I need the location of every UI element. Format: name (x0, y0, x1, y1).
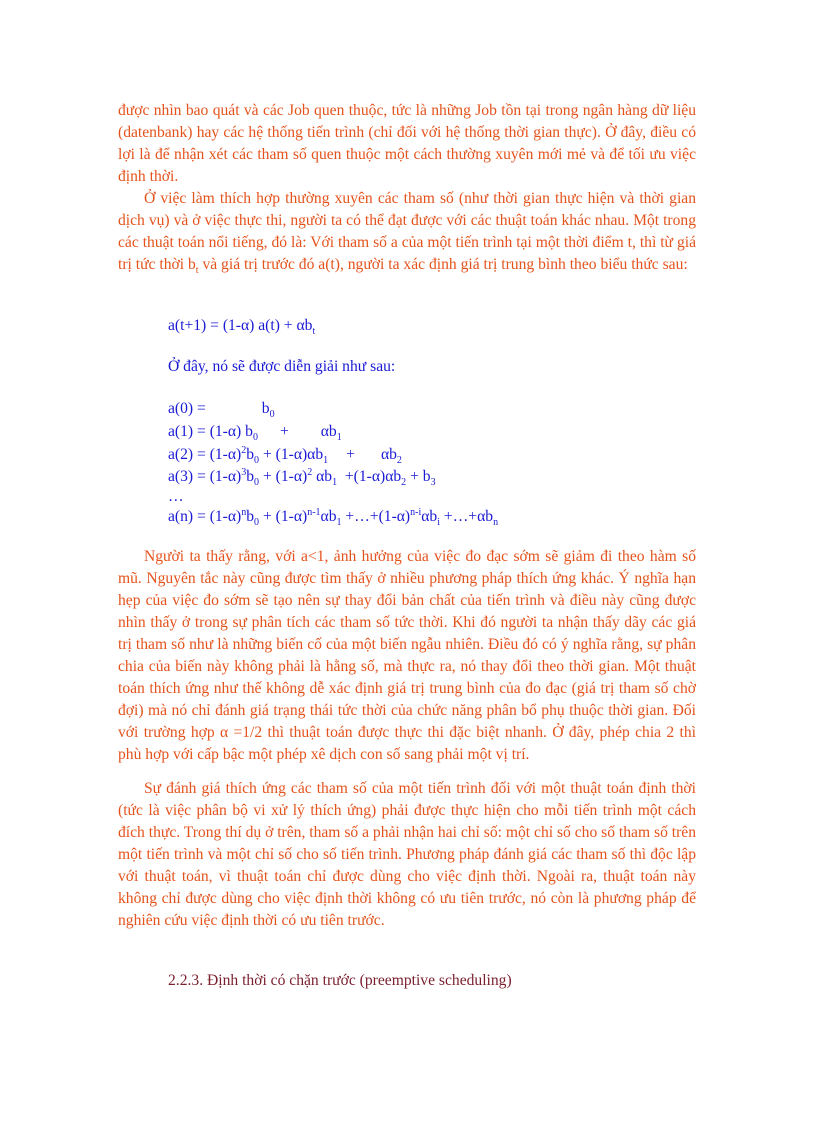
formula-line-3-ab: αb (312, 468, 333, 485)
formula-line-n-exp-ni: n-i (410, 506, 422, 518)
formula-line-n-exp: n (241, 506, 247, 518)
paragraph-4-text: Sự đánh giá thích ứng các tham số của một tiến trình đối với một thuật toán định thời (tức là việc phân bộ vi xử lý thích ứng) phải được thực hiện cho mỗi tiến trình một cách đích thực. Trong thí dụ ở trên, tham số a phải nhận hai chỉ số: một chỉ số cho số tham số trên một tiến trình và một chỉ số cho số tiến trình. Phương pháp đánh giá các tham số thì độc lập với thuật toán, vì thuật toán chỉ được dùng cho việc định thời. Ngoài ra, thuật toán này không chỉ được dùng cho việc định thời không có ưu tiên trước, nó còn là phương pháp để nghiên cứu việc định thời có ưu tiên trước. (118, 780, 697, 929)
formula-line-3-mid1: + (1-α) (259, 468, 308, 485)
formula-line-2-sub0: 0 (254, 455, 260, 467)
formula-line-1-sub1: 1 (336, 432, 342, 444)
formula-line-3-exp2: 2 (307, 466, 313, 478)
formula-line-n (168, 506, 498, 528)
formula-line-n-mid3: +…+αb (440, 508, 494, 525)
main-formula-sub: t (312, 326, 316, 338)
paragraph-1 (118, 100, 696, 188)
formula-line-1-ab: αb (320, 423, 337, 440)
formula-line-n-subi: i (437, 517, 440, 529)
section-heading: 2.2.3. Định thời có chặn trước (preemptive scheduling) (168, 972, 512, 989)
formula-line-n-mid2: +…+(1-α) (341, 508, 411, 525)
formula-line-3-a: a(3) = (1-α) (168, 468, 242, 485)
paragraph-3-text: Người ta thấy rằng, với a<1, ảnh hưởng của việc đo đạc sớm sẽ giảm đi theo hàm số mũ. Nguyên tắc này cũng được tìm thấy ở nhiều phương pháp thích ứng khác. Ý nghĩa hạn hẹp của việc đo sớm sẽ tạo nên sự thay đổi bản chất của tiến trình và điều này cũng được nhìn thấy ở trong sự phân tích các tham số tức thời. Khi đó người ta nhận thấy dãy các giá trị tham số như là những biến cố của một biến ngẫu nhiên. Điều đó có ý nghĩa rằng, sự phân chia của biến này không phải là hằng số, mà thực ra, nó thay đổi theo thời gian. Một thuật toán thích ứng như thế không dễ xác định giá trị trung bình của đo đạc (giá trị tham số chờ đợi) mà nó chỉ đánh giá trạng thái tức thời của chức năng phân bổ phụ thuộc thời gian. Đối với trường hợp α =1/2 thì thuật toán được thực thi đặc biệt nhanh. Ở đây, phép chia 2 thì phù hợp với cấp bậc một phép xê dịch con số sang phải một vị trí. (118, 548, 696, 763)
formula-line-n-subn: n (493, 517, 499, 529)
formula-line-2 (168, 444, 402, 466)
formula-line-0 (168, 398, 275, 420)
formula-line-0-b: b (261, 400, 270, 417)
paragraph-1-text: được nhìn bao quát và các Job quen thuộc, tức là những Job tồn tại trong ngân hàng dữ liệu (datenbank) hay các hệ thống tiến trình (chỉ đối với hệ thống thời gian thực). Ở đây, điều có lợi là để nhận xét các tham số quen thuộc một cách thường xuyên mới mẻ và để tối ưu việc định thời. (118, 102, 696, 185)
formula-line-2-sub1: 1 (323, 455, 329, 467)
formula-line-n-mid1: + (1-α) (259, 508, 308, 525)
formula-line-1-sub0: 0 (252, 432, 258, 444)
formula-line-2-mid: + (1-α)αb (259, 446, 324, 463)
formula-explanation: Ở đây, nó sẽ được diễn giải như sau: (168, 358, 396, 375)
formula-line-3-mid3: + b (406, 468, 431, 485)
formula-line-3-exp3: 3 (241, 466, 247, 478)
formula-line-n-sub0: 0 (254, 517, 260, 529)
formula-line-1-lhs: a(1) = (1-α) b (168, 423, 253, 440)
formula-line-n-a: a(n) = (1-α) (168, 508, 242, 525)
formula-line-2-b: b (246, 446, 255, 463)
paragraph-2-part2: và giá trị trước đó a(t), người ta xác định giá trị trung bình theo biểu thức sau: (198, 256, 688, 273)
formula-line-3 (168, 466, 436, 488)
main-formula-text: a(t+1) = (1-α) a(t) + αb (168, 317, 313, 334)
formula-line-0-lhs: a(0) = (168, 400, 206, 417)
formula-line-2-exp: 2 (241, 444, 247, 456)
formula-line-ellipsis: … (168, 488, 184, 505)
paragraph-2-part1: Ở việc làm thích hợp thường xuyên các tham số (như thời gian thực hiện và thời gian dịch vụ) và ở việc thực thi, người ta có thể đạt được với các thuật toán khác nhau. Một trong các thuật toán nổi tiếng, đó là: Với tham số a của một tiến trình tại một thời điểm t, thì từ giá trị tức thời b (118, 190, 696, 273)
main-formula (168, 315, 315, 337)
formula-line-2-a: a(2) = (1-α) (168, 446, 242, 463)
formula-line-3-sub1: 1 (332, 477, 338, 489)
paragraph-2 (118, 188, 696, 276)
formula-line-n-exp-n1: n-1 (307, 506, 321, 518)
formula-line-n-ab: αb (320, 508, 337, 525)
paragraph-4 (118, 778, 696, 932)
formula-line-2-plus: + (346, 446, 355, 463)
formula-line-0-sub: 0 (269, 409, 275, 421)
formula-line-3-sub3: 3 (430, 477, 436, 489)
paragraph-2-text (118, 188, 696, 276)
formula-line-2-ab: αb (380, 446, 397, 463)
formula-line-n-b: b (246, 508, 255, 525)
formula-line-2-sub2: 2 (396, 455, 402, 467)
formula-line-3-sub2: 2 (401, 477, 407, 489)
formula-line-3-mid2: +(1-α)αb (344, 468, 402, 485)
formula-line-3-sub0: 0 (254, 477, 260, 489)
formula-line-1 (168, 421, 342, 443)
paragraph-3 (118, 546, 696, 766)
formula-line-3-b: b (246, 468, 255, 485)
paragraph-2-subscript: t (195, 265, 199, 277)
formula-line-n-ab2: αb (421, 508, 438, 525)
formula-line-1-plus: + (279, 423, 289, 440)
formula-line-n-sub1: 1 (336, 517, 342, 529)
